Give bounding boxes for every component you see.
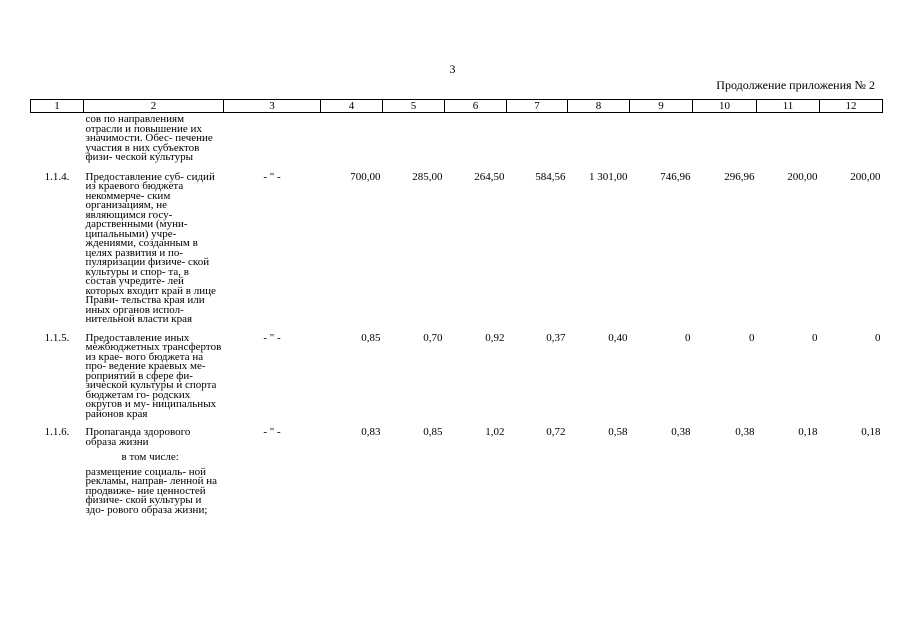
row-code: 1.1.6. <box>44 426 70 438</box>
row-value: 264,50 <box>474 170 505 183</box>
row-value: 285,00 <box>412 170 443 183</box>
column-number-row <box>31 100 883 113</box>
column-header: 2 <box>84 100 224 113</box>
row-code: 1.1.4. <box>44 170 70 183</box>
row-value: 0,37 <box>546 331 566 344</box>
row-value: 0,70 <box>423 331 443 344</box>
row-name: Предоставление суб- сидий из краевого бюджета некоммерче- ским организациям, не являющимся госу- дарственными (муни- ципальными) учре- ждениями, созданным в целях развития и по- пуляризации физиче- ской культуры и спор- та, в состав учредите- лей которых входит край в лице Прави- тельства края или иных органов испол- нительной власти края <box>85 170 216 325</box>
column-header: 1 <box>31 100 84 113</box>
column-header: 10 <box>693 100 757 113</box>
row-value: 1 301,00 <box>589 170 628 183</box>
table-row <box>31 173 883 334</box>
row-value: 0,40 <box>608 331 628 344</box>
row-value: 0,85 <box>361 331 381 344</box>
row-name: сов по направлениям отрасли и повышение их значимости. Обес- печение участия в них субъектов физи- ческой культуры <box>85 113 213 163</box>
row-value: 200,00 <box>850 170 881 183</box>
column-header: 8 <box>568 100 630 113</box>
row-value: 0 <box>749 331 755 344</box>
row-value: 0 <box>812 331 818 344</box>
row-name: Пропаганда здорового образа жизни <box>85 426 191 448</box>
row-name: размещение социаль- ной рекламы, направ- ленной на продвиже- ние ценностей физиче- ской культуры и здо- рового образа жизни; <box>85 465 218 516</box>
program-funding-table <box>30 99 883 515</box>
continuation-label: Продолжение приложения № 2 <box>716 78 875 92</box>
row-value: 296,96 <box>724 170 755 183</box>
column-header: 12 <box>820 100 883 113</box>
row-value: 0,18 <box>861 426 881 438</box>
table-row-sub <box>31 468 883 516</box>
row-value: 0,58 <box>608 426 628 438</box>
row-name: Предоставление иных межбюджетных трансфертов из крае- вого бюджета на про- ведение краевых ме- роприятий в сфере фи- зической культуры и спорта бюджетам го- родских округов и му- ниципальных районов края <box>85 331 222 420</box>
column-header: 6 <box>445 100 507 113</box>
row-value: 1,02 <box>485 426 505 438</box>
row-value: 0,38 <box>735 426 755 438</box>
row-value: 584,56 <box>535 170 566 183</box>
row-value: 0,92 <box>485 331 505 344</box>
column-header: 9 <box>630 100 693 113</box>
row-value: 746,96 <box>660 170 691 183</box>
table-row-continued <box>31 113 883 173</box>
column-header: 4 <box>321 100 383 113</box>
row-value: 0,85 <box>423 426 443 438</box>
row-code: 1.1.5. <box>44 331 70 344</box>
row-value: 200,00 <box>787 170 818 183</box>
column-header: 7 <box>507 100 568 113</box>
table-row <box>31 334 883 429</box>
table-row <box>31 428 883 453</box>
column-header: 5 <box>383 100 445 113</box>
row-value: 0,38 <box>671 426 691 438</box>
column-header: 3 <box>224 100 321 113</box>
row-value: 0 <box>875 331 881 344</box>
row-source: - " - <box>263 331 281 344</box>
row-value: 0,72 <box>546 426 566 438</box>
row-value: 0 <box>685 331 691 344</box>
row-value: 0,83 <box>361 426 381 438</box>
row-value: 700,00 <box>350 170 381 183</box>
row-source: - " - <box>263 170 281 183</box>
page-number: 3 <box>449 62 456 76</box>
including-label: в том числе: <box>121 451 179 463</box>
row-value: 0,18 <box>798 426 818 438</box>
row-source: - " - <box>263 426 281 438</box>
column-header: 11 <box>757 100 820 113</box>
